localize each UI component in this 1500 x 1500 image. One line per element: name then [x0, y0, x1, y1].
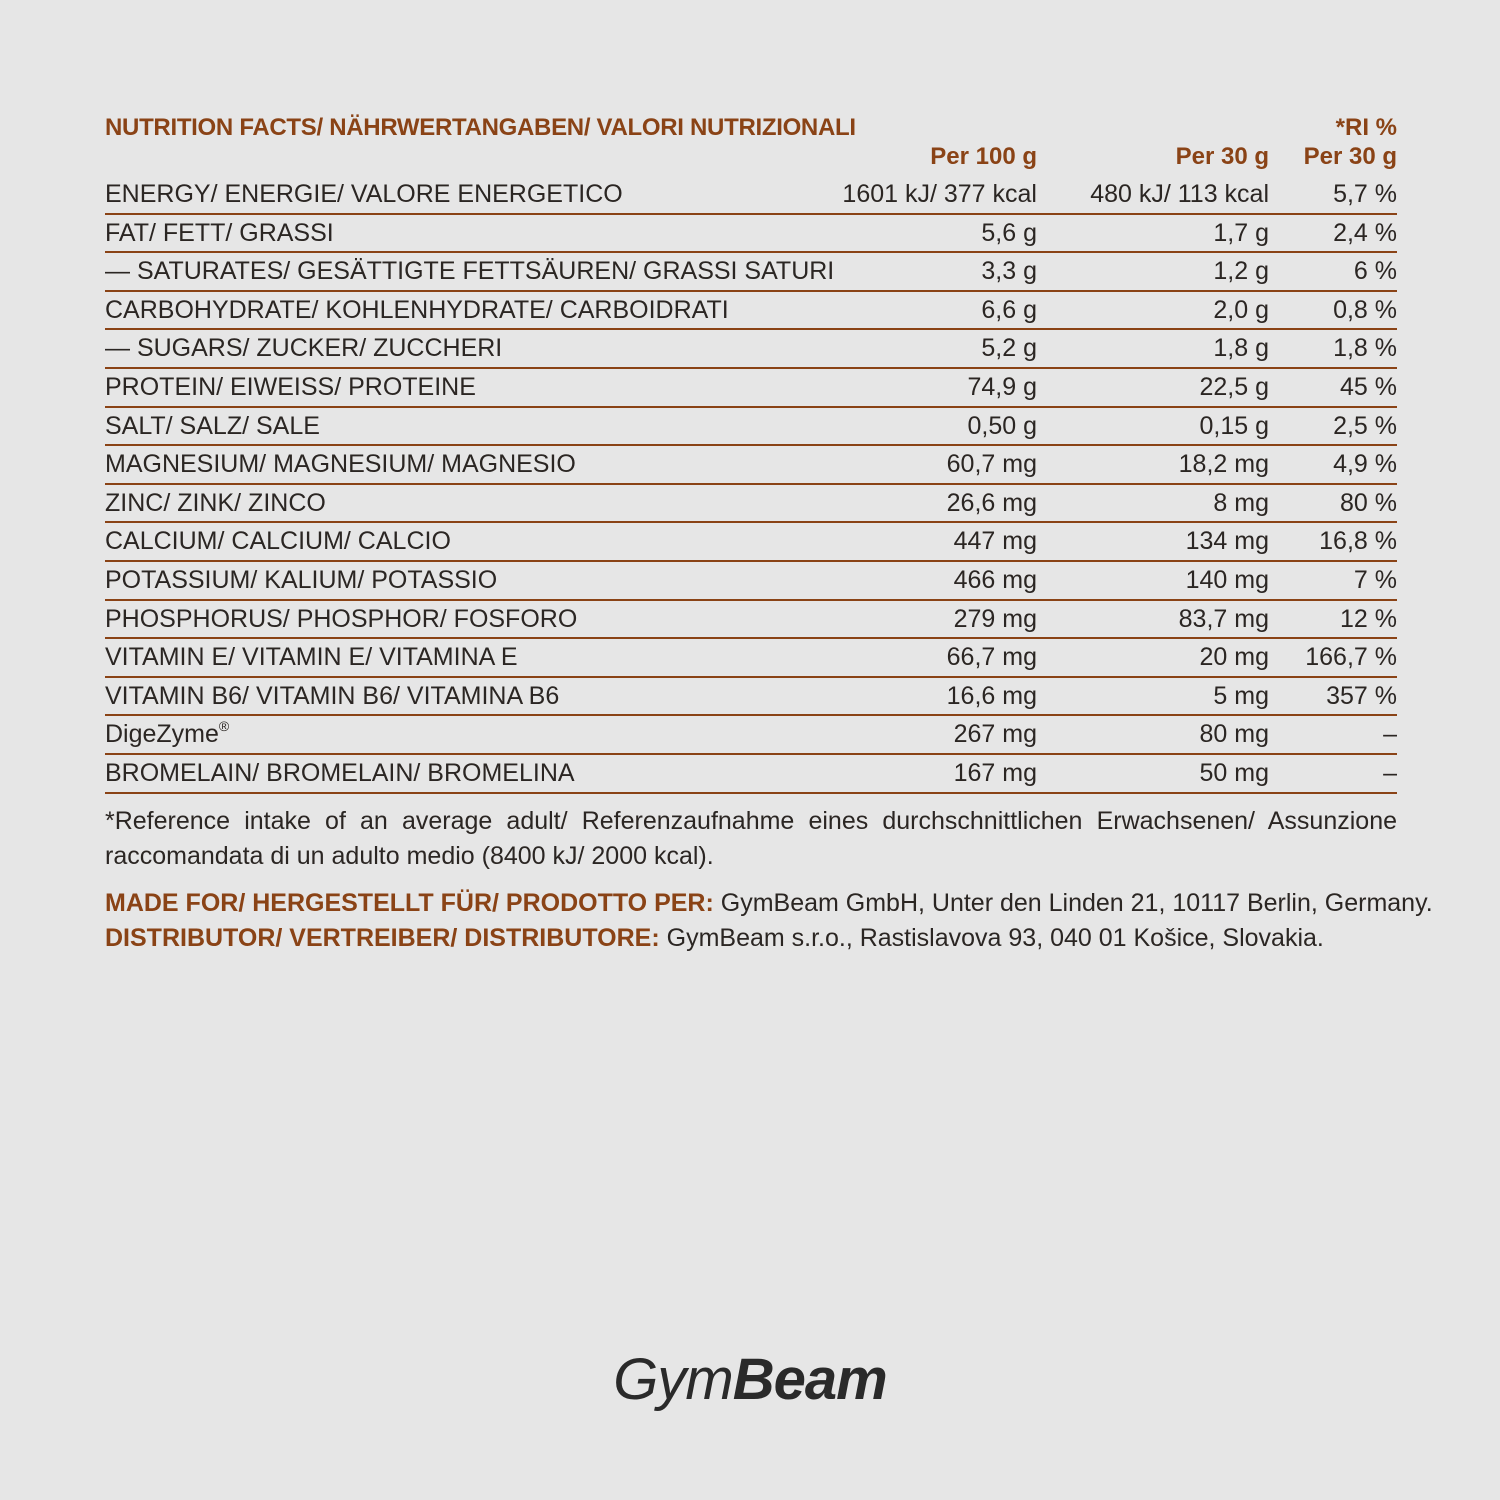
- nutrient-label-text: DigeZyme: [105, 720, 219, 749]
- value-per-100g: 0,50 g: [967, 411, 1037, 440]
- nutrient-label: [105, 759, 575, 788]
- nutrient-label-text: PROTEIN/ EIWEISS/ PROTEINE: [105, 372, 476, 401]
- nutrient-label-text: VITAMIN E/ VITAMIN E/ VITAMINA E: [105, 643, 518, 672]
- nutrient-label: [105, 527, 451, 556]
- ri-percent: 80 %: [1340, 488, 1397, 517]
- value-per-30g: 480 kJ/ 113 kcal: [1090, 180, 1269, 208]
- value-per-30g: 0,15 g: [1199, 411, 1269, 440]
- column-header-ri-per-30g: Per 30 g: [1303, 143, 1397, 170]
- nutrient-label: [105, 412, 320, 441]
- nutrient-label-text: BROMELAIN/ BROMELAIN/ BROMELINA: [105, 758, 575, 787]
- ri-percent: 6 %: [1353, 257, 1397, 286]
- nutrient-label: [105, 373, 476, 402]
- ri-header: *RI %: [1335, 114, 1397, 141]
- value-per-30g: 5 mg: [1213, 681, 1269, 710]
- ri-percent: –: [1383, 720, 1397, 749]
- ri-percent: 2,5 %: [1333, 411, 1397, 440]
- registered-mark: ®: [218, 718, 230, 735]
- nutrient-label-text: ENERGY/ ENERGIE/ VALORE ENERGETICO: [105, 180, 623, 208]
- ri-percent: 166,7 %: [1305, 643, 1397, 672]
- nutrient-label: [105, 489, 326, 518]
- value-per-30g: 134 mg: [1185, 527, 1269, 556]
- ri-percent: 4,9 %: [1333, 450, 1397, 479]
- value-per-30g: 1,2 g: [1213, 257, 1269, 286]
- value-per-100g: 6,6 g: [981, 295, 1037, 324]
- table-row: [105, 253, 1397, 292]
- nutrient-label: [105, 720, 229, 749]
- made-for-text: GymBeam GmbH, Unter den Linden 21, 10117 Berlin, Germany.: [713, 888, 1433, 917]
- value-per-30g: 140 mg: [1185, 565, 1269, 594]
- nutrition-table: [105, 176, 1397, 794]
- table-row: [105, 215, 1397, 254]
- column-header-per-30g: Per 30 g: [1175, 143, 1269, 170]
- ri-percent: 12 %: [1340, 604, 1397, 633]
- footnote: *Reference intake of an average adult/ Referenzaufnahme eines durchschnittlichen Erwachsenen/ Assunzione raccomandata di un adulto medio (8400 kJ/ 2000 kcal).: [105, 806, 1397, 870]
- table-row: [105, 330, 1397, 369]
- nutrient-label: [105, 450, 576, 479]
- value-per-100g: 1601 kJ/ 377 kcal: [842, 180, 1037, 208]
- table-row: [105, 678, 1397, 717]
- value-per-30g: 1,7 g: [1213, 218, 1269, 247]
- nutrient-label-text: FAT/ FETT/ GRASSI: [105, 218, 334, 247]
- value-per-30g: 80 mg: [1199, 720, 1269, 749]
- value-per-100g: 60,7 mg: [946, 450, 1037, 479]
- table-row: [105, 755, 1397, 794]
- value-per-30g: 83,7 mg: [1178, 604, 1269, 633]
- nutrient-label: [105, 296, 729, 325]
- ri-percent: 0,8 %: [1333, 295, 1397, 324]
- value-per-100g: 279 mg: [953, 604, 1037, 633]
- table-title: NUTRITION FACTS/ NÄHRWERTANGABEN/ VALORI NUTRIZIONALI: [105, 114, 856, 141]
- value-per-100g: 5,6 g: [981, 218, 1037, 247]
- nutrient-label-text: SALT/ SALZ/ SALE: [105, 411, 320, 440]
- nutrient-label-text: MAGNESIUM/ MAGNESIUM/ MAGNESIO: [105, 450, 576, 479]
- value-per-100g: 3,3 g: [981, 257, 1037, 286]
- table-row: [105, 716, 1397, 755]
- logo-part-beam: Beam: [732, 1347, 887, 1412]
- value-per-100g: 267 mg: [953, 720, 1037, 749]
- nutrient-label-text: ZINC/ ZINK/ ZINCO: [105, 488, 326, 517]
- nutrient-label: [105, 257, 834, 286]
- table-row: [105, 176, 1397, 215]
- table-row: [105, 369, 1397, 408]
- nutrient-label: [105, 682, 559, 711]
- nutrient-label-text: POTASSIUM/ KALIUM/ POTASSIO: [105, 565, 498, 594]
- value-per-30g: 18,2 mg: [1178, 450, 1269, 479]
- nutrient-label-text: PHOSPHORUS/ PHOSPHOR/ FOSFORO: [105, 604, 578, 633]
- nutrient-label: [105, 605, 577, 634]
- distributor-text: GymBeam s.r.o., Rastislavova 93, 040 01 Košice, Slovakia.: [659, 923, 1324, 952]
- nutrient-label-text: CALCIUM/ CALCIUM/ CALCIO: [105, 527, 451, 556]
- table-row: [105, 408, 1397, 447]
- nutrient-label-text: — SUGARS/ ZUCKER/ ZUCCHERI: [105, 334, 503, 363]
- ri-percent: 16,8 %: [1319, 527, 1397, 556]
- nutrient-label: [105, 566, 497, 595]
- column-header-per-100g: Per 100 g: [930, 143, 1037, 170]
- value-per-100g: 5,2 g: [981, 334, 1037, 363]
- value-per-100g: 66,7 mg: [946, 643, 1037, 672]
- value-per-100g: 167 mg: [953, 758, 1037, 787]
- nutrition-panel: [105, 110, 1433, 956]
- ri-percent: 5,7 %: [1333, 180, 1397, 208]
- nutrient-label: [105, 180, 623, 209]
- brand-logo: [0, 1346, 1500, 1413]
- value-per-30g: 8 mg: [1213, 488, 1269, 517]
- distributor-line: [105, 921, 1397, 956]
- ri-percent: 2,4 %: [1333, 218, 1397, 247]
- table-row: [105, 485, 1397, 524]
- value-per-30g: 22,5 g: [1199, 372, 1269, 401]
- table-header: [105, 110, 1397, 176]
- value-per-100g: 74,9 g: [967, 372, 1037, 401]
- nutrient-label: [105, 643, 518, 672]
- nutrient-label: [105, 219, 334, 248]
- ri-percent: 357 %: [1326, 681, 1397, 710]
- table-row: [105, 446, 1397, 485]
- distributor-label: DISTRIBUTOR/ VERTREIBER/ DISTRIBUTORE:: [105, 923, 660, 952]
- value-per-30g: 20 mg: [1199, 643, 1269, 672]
- ri-percent: 1,8 %: [1333, 334, 1397, 363]
- made-for-line: [105, 886, 1433, 921]
- logo-part-gym: Gym: [613, 1347, 733, 1412]
- made-for-label: MADE FOR/ HERGESTELLT FÜR/ PRODOTTO PER:: [105, 888, 714, 917]
- value-per-100g: 26,6 mg: [946, 488, 1037, 517]
- nutrient-label-text: CARBOHYDRATE/ KOHLENHYDRATE/ CARBOIDRATI: [105, 295, 729, 324]
- table-row: [105, 562, 1397, 601]
- ri-percent: 45 %: [1340, 372, 1397, 401]
- nutrient-label-text: — SATURATES/ GESÄTTIGTE FETTSÄUREN/ GRASSI SATURI: [105, 257, 835, 286]
- table-row: [105, 523, 1397, 562]
- value-per-100g: 466 mg: [953, 565, 1037, 594]
- ri-percent: –: [1383, 758, 1397, 787]
- nutrient-label-text: VITAMIN B6/ VITAMIN B6/ VITAMINA B6: [105, 681, 560, 710]
- nutrient-label: [105, 334, 502, 363]
- value-per-30g: 1,8 g: [1213, 334, 1269, 363]
- value-per-100g: 447 mg: [953, 527, 1037, 556]
- table-row: [105, 639, 1397, 678]
- value-per-100g: 16,6 mg: [946, 681, 1037, 710]
- table-row: [105, 292, 1397, 331]
- ri-percent: 7 %: [1353, 565, 1397, 594]
- value-per-30g: 50 mg: [1199, 758, 1269, 787]
- table-row: [105, 601, 1397, 640]
- value-per-30g: 2,0 g: [1213, 295, 1269, 324]
